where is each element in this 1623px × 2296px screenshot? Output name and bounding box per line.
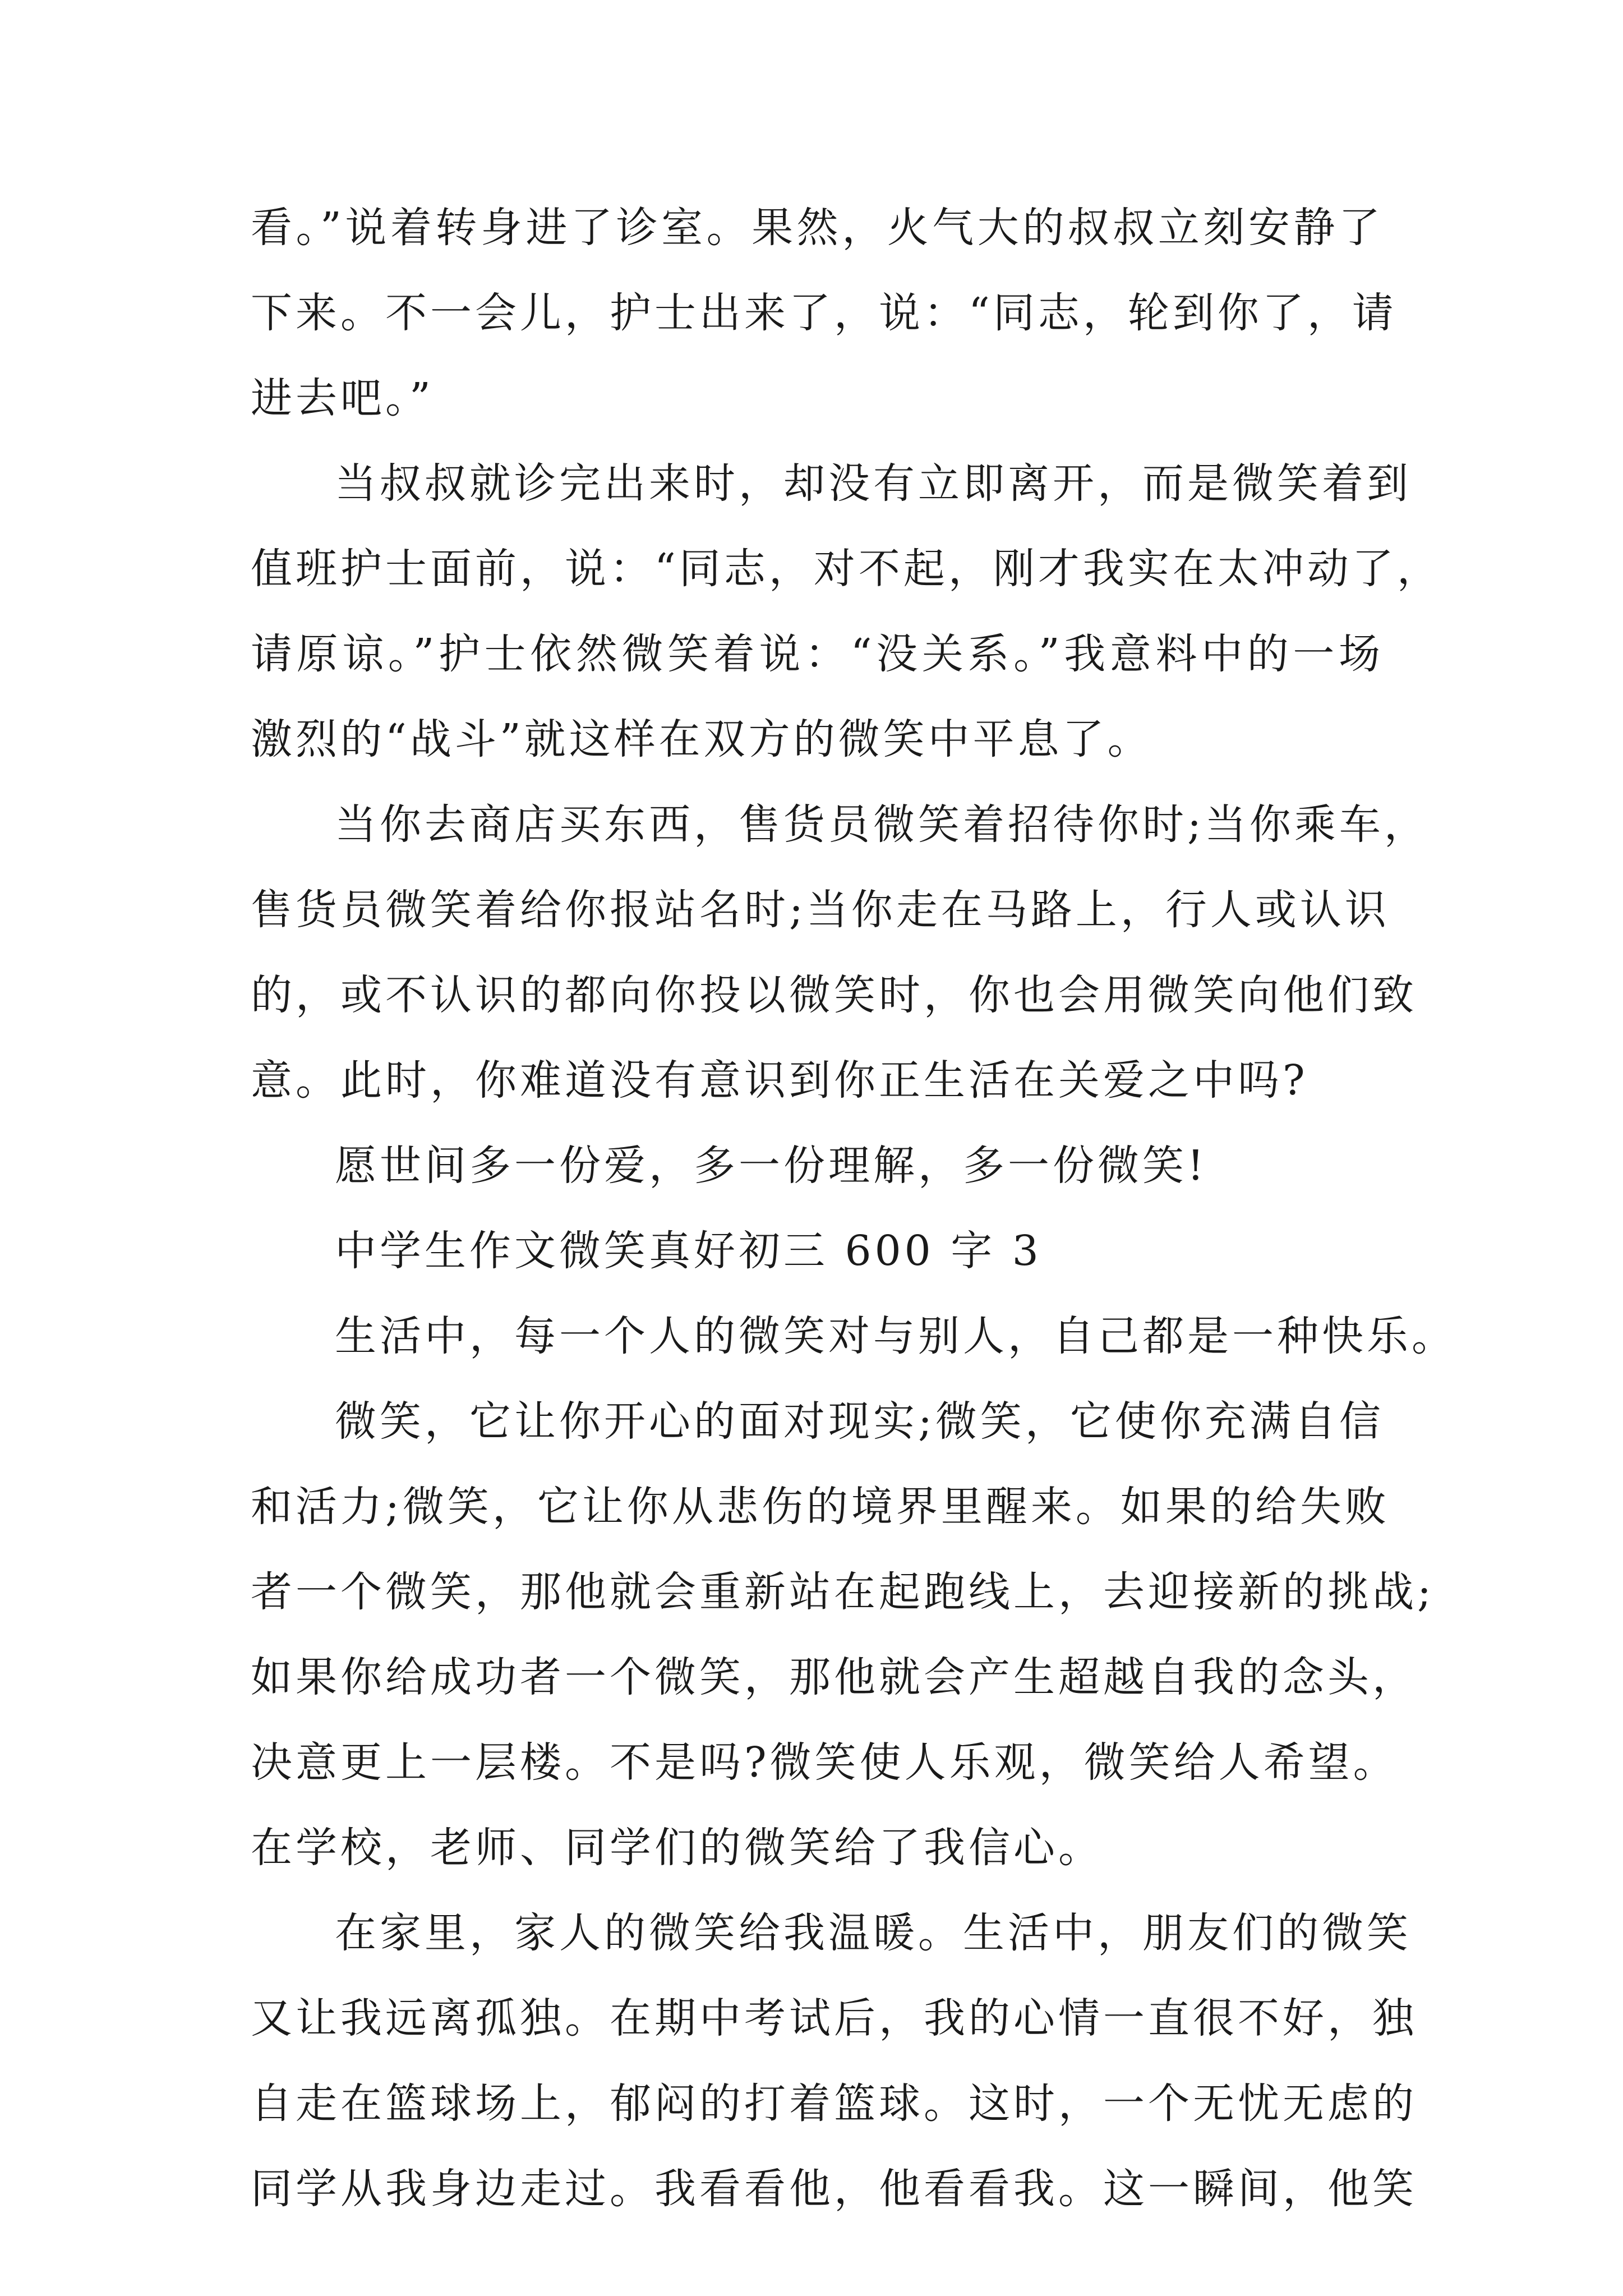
text-line: 同学从我身边走过。我看看他，他看看我。这一瞬间，他笑 [251, 2165, 1417, 2213]
text-line: 进去吧。” [251, 374, 434, 422]
text-line: 愿世间多一份爱，多一份理解，多一份微笑! [335, 1142, 1207, 1190]
text-line: 生活中，每一个人的微笑对与别人，自己都是一种快乐。 [335, 1312, 1456, 1360]
text-line: 又让我远离孤独。在期中考试后，我的心情一直很不好，独 [251, 1994, 1417, 2042]
text-line: 请原谅。”护士依然微笑着说：“没关系。”我意料中的一场 [251, 630, 1384, 678]
text-line: 当你去商店买东西，售货员微笑着招待你时;当你乘车， [335, 800, 1429, 849]
text-line: 决意更上一层楼。不是吗?微笑使人乐观，微笑给人希望。 [251, 1738, 1398, 1787]
text-line: 意。此时，你难道没有意识到你正生活在关爱之中吗? [251, 1056, 1308, 1105]
text-line: 激烈的“战斗”就这样在双方的微笑中平息了。 [251, 715, 1152, 763]
text-line: 值班护士面前，说：“同志，对不起，刚才我实在太冲动了， [251, 545, 1442, 593]
text-line: 者一个微笑，那他就会重新站在起跑线上，去迎接新的挑战; [251, 1568, 1435, 1616]
text-line: 自走在篮球场上，郁闷的打着篮球。这时，一个无忧无虑的 [251, 2079, 1417, 2128]
text-line: 在学校，老师、同学们的微笑给了我信心。 [251, 1824, 1103, 1872]
text-line: 中学生作文微笑真好初三 600 字 3 [335, 1227, 1042, 1275]
text-line: 当叔叔就诊完出来时，却没有立即离开，而是微笑着到 [335, 459, 1412, 508]
text-line: 的，或不认识的都向你投以微笑时，你也会用微笑向他们致 [251, 971, 1417, 1019]
text-line: 在家里，家人的微笑给我温暖。生活中，朋友们的微笑 [335, 1909, 1412, 1957]
text-line: 看。”说着转身进了诊室。果然，火气大的叔叔立刻安静了 [251, 204, 1384, 252]
text-line: 微笑，它让你开心的面对现实;微笑，它使你充满自信 [335, 1397, 1384, 1446]
document-body [251, 185, 1456, 2231]
text-line: 和活力;微笑，它让你从悲伤的境界里醒来。如果的给失败 [251, 1483, 1390, 1531]
text-line: 售货员微笑着给你报站名时;当你走在马路上，行人或认识 [251, 886, 1390, 934]
text-line: 如果你给成功者一个微笑，那他就会产生超越自我的念头， [251, 1653, 1417, 1701]
text-line: 下来。不一会儿，护士出来了，说：“同志，轮到你了，请 [251, 289, 1397, 337]
